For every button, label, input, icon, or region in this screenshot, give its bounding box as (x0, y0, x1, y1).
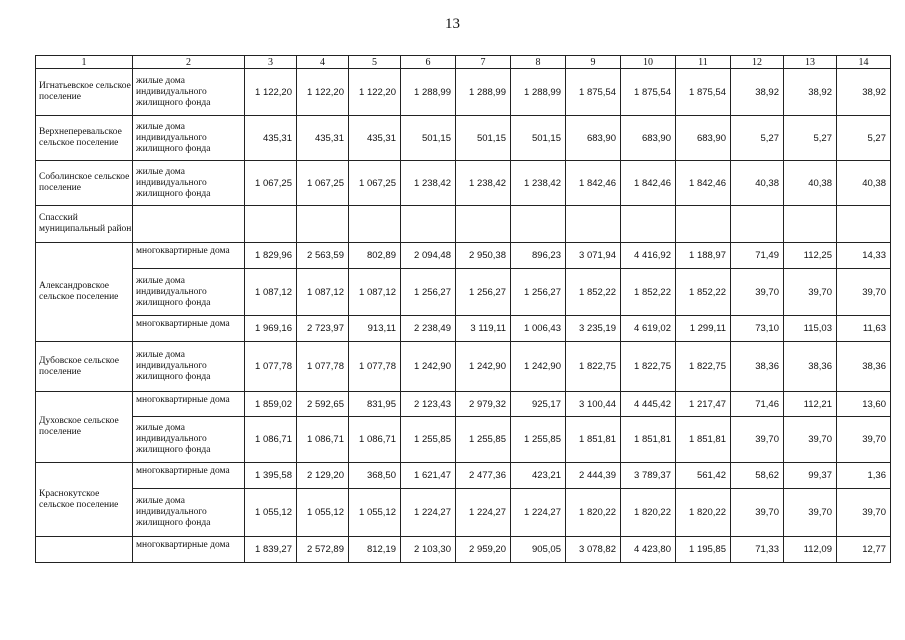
column-header: 1 (36, 56, 133, 69)
tariff-value: 2 959,20 (456, 537, 511, 563)
tariff-value: 71,46 (731, 392, 784, 417)
tariff-value: 1 055,12 (349, 489, 401, 537)
housing-type: многоквартирные дома (133, 392, 245, 417)
table-header-row (36, 56, 891, 69)
tariff-value: 1 875,54 (676, 69, 731, 116)
tariff-value: 38,92 (731, 69, 784, 116)
tariff-value: 1 087,12 (297, 269, 349, 316)
page-number: 13 (445, 16, 460, 32)
tariff-value: 4 416,92 (621, 243, 676, 269)
column-header: 12 (731, 56, 784, 69)
table-row (36, 269, 891, 316)
column-header: 8 (511, 56, 566, 69)
tariff-value: 1 087,12 (245, 269, 297, 316)
tariff-value: 39,70 (837, 269, 891, 316)
tariff-value: 1 851,81 (566, 417, 621, 463)
tariff-value (349, 206, 401, 243)
tariff-value: 3 078,82 (566, 537, 621, 563)
tariff-value: 112,09 (784, 537, 837, 563)
tariff-value: 71,33 (731, 537, 784, 563)
tariff-value: 925,17 (511, 392, 566, 417)
tariff-value: 1 842,46 (566, 161, 621, 206)
tariff-value: 913,11 (349, 316, 401, 342)
tariff-value: 1 238,42 (456, 161, 511, 206)
tariff-value: 2 123,43 (401, 392, 456, 417)
tariff-value: 683,90 (621, 116, 676, 161)
tariff-value: 4 423,80 (621, 537, 676, 563)
tariff-value: 12,77 (837, 537, 891, 563)
tariff-value: 1 299,11 (676, 316, 731, 342)
tariff-value: 1 820,22 (621, 489, 676, 537)
tariff-value: 1 820,22 (676, 489, 731, 537)
housing-type: жилые дома индивидуального жилищного фонда (133, 342, 245, 392)
tariff-value: 1 969,16 (245, 316, 297, 342)
table-row (36, 161, 891, 206)
tariff-value: 1 122,20 (297, 69, 349, 116)
tariff-value: 1 086,71 (245, 417, 297, 463)
tariff-value: 802,89 (349, 243, 401, 269)
tariff-value: 2 477,36 (456, 463, 511, 489)
tariff-value: 1 242,90 (456, 342, 511, 392)
tariff-value: 501,15 (401, 116, 456, 161)
column-header: 6 (401, 56, 456, 69)
tariff-value: 1 852,22 (676, 269, 731, 316)
tariff-value: 1 224,27 (511, 489, 566, 537)
tariff-value: 683,90 (676, 116, 731, 161)
tariff-value: 39,70 (837, 417, 891, 463)
tariff-value: 1 288,99 (511, 69, 566, 116)
tariff-value: 99,37 (784, 463, 837, 489)
housing-type: многоквартирные дома (133, 537, 245, 563)
tariff-value: 38,92 (784, 69, 837, 116)
tariff-value: 3 235,19 (566, 316, 621, 342)
tariff-value: 905,05 (511, 537, 566, 563)
tariff-value: 39,70 (784, 417, 837, 463)
tariff-value: 1 086,71 (349, 417, 401, 463)
tariff-value: 1,36 (837, 463, 891, 489)
tariff-value: 1 195,85 (676, 537, 731, 563)
tariff-value: 435,31 (297, 116, 349, 161)
settlement-name: Соболинское сельское поселение (36, 161, 133, 206)
tariff-value: 1 077,78 (245, 342, 297, 392)
tariff-value: 435,31 (349, 116, 401, 161)
tariff-value: 1 255,85 (456, 417, 511, 463)
tariff-value: 4 445,42 (621, 392, 676, 417)
settlement-name: Спасский муниципальный район (36, 206, 133, 243)
table-row (36, 463, 891, 489)
tariff-value: 896,23 (511, 243, 566, 269)
tariff-value: 1 822,75 (676, 342, 731, 392)
tariff-value: 11,63 (837, 316, 891, 342)
tariff-value: 812,19 (349, 537, 401, 563)
tariff-value: 3 119,11 (456, 316, 511, 342)
table-row (36, 392, 891, 417)
tariff-value: 2 950,38 (456, 243, 511, 269)
tariff-value: 1 839,27 (245, 537, 297, 563)
tariff-value: 1 621,47 (401, 463, 456, 489)
tariff-value: 58,62 (731, 463, 784, 489)
tariff-value: 1 288,99 (401, 69, 456, 116)
tariff-value (837, 206, 891, 243)
tariff-value: 1 055,12 (297, 489, 349, 537)
tariff-value: 39,70 (784, 489, 837, 537)
column-header: 3 (245, 56, 297, 69)
tariff-value: 1 217,47 (676, 392, 731, 417)
tariff-value: 831,95 (349, 392, 401, 417)
tariff-value (676, 206, 731, 243)
tariff-value: 39,70 (731, 489, 784, 537)
tariff-value: 1 822,75 (566, 342, 621, 392)
tariff-value: 2 444,39 (566, 463, 621, 489)
tariff-value: 38,36 (837, 342, 891, 392)
housing-type: многоквартирные дома (133, 463, 245, 489)
tariff-value: 1 288,99 (456, 69, 511, 116)
table-row (36, 316, 891, 342)
tariff-value: 423,21 (511, 463, 566, 489)
tariff-value: 1 875,54 (566, 69, 621, 116)
tariff-value: 1 067,25 (297, 161, 349, 206)
settlement-name: Игнатьевское сельское поселение (36, 69, 133, 116)
tariff-value: 1 242,90 (511, 342, 566, 392)
housing-type: жилые дома индивидуального жилищного фонда (133, 69, 245, 116)
tariff-value: 1 086,71 (297, 417, 349, 463)
table-row (36, 342, 891, 392)
settlement-name: Духовское сельское поселение (36, 392, 133, 463)
tariff-value: 1 256,27 (511, 269, 566, 316)
tariff-value: 1 852,22 (621, 269, 676, 316)
tariff-value: 1 067,25 (349, 161, 401, 206)
tariff-value: 1 188,97 (676, 243, 731, 269)
tariff-value: 1 820,22 (566, 489, 621, 537)
housing-type: жилые дома индивидуального жилищного фонда (133, 489, 245, 537)
tariff-value: 14,33 (837, 243, 891, 269)
tariff-value: 1 077,78 (297, 342, 349, 392)
tariff-value: 39,70 (837, 489, 891, 537)
tariff-value: 40,38 (731, 161, 784, 206)
tariff-value: 39,70 (784, 269, 837, 316)
tariff-value: 561,42 (676, 463, 731, 489)
housing-type: жилые дома индивидуального жилищного фонда (133, 269, 245, 316)
tariff-value: 1 256,27 (456, 269, 511, 316)
tariff-value: 2 094,48 (401, 243, 456, 269)
tariff-value: 3 789,37 (621, 463, 676, 489)
tariff-value: 1 395,58 (245, 463, 297, 489)
tariff-value (297, 206, 349, 243)
tariff-value: 38,36 (731, 342, 784, 392)
tariff-value: 4 619,02 (621, 316, 676, 342)
tariff-value: 501,15 (511, 116, 566, 161)
housing-type: жилые дома индивидуального жилищного фонда (133, 116, 245, 161)
tariff-value: 1 224,27 (456, 489, 511, 537)
tariff-value: 1 122,20 (245, 69, 297, 116)
tariff-value: 5,27 (784, 116, 837, 161)
tariff-value: 1 842,46 (676, 161, 731, 206)
tariff-value: 1 829,96 (245, 243, 297, 269)
table-row (36, 489, 891, 537)
column-header: 13 (784, 56, 837, 69)
tariff-value: 1 055,12 (245, 489, 297, 537)
settlement-name: Александровское сельское поселение (36, 243, 133, 342)
tariff-value (621, 206, 676, 243)
column-header: 10 (621, 56, 676, 69)
tariff-value: 1 851,81 (676, 417, 731, 463)
tariff-value (731, 206, 784, 243)
settlement-name: Дубовское сельское поселение (36, 342, 133, 392)
tariff-value: 435,31 (245, 116, 297, 161)
table-row (36, 417, 891, 463)
tariff-value: 1 122,20 (349, 69, 401, 116)
column-header: 14 (837, 56, 891, 69)
tariff-value: 1 006,43 (511, 316, 566, 342)
tariff-value: 1 852,22 (566, 269, 621, 316)
tariff-value: 2 979,32 (456, 392, 511, 417)
tariff-value: 39,70 (731, 269, 784, 316)
tariff-value: 368,50 (349, 463, 401, 489)
tariff-value (245, 206, 297, 243)
tariff-value: 1 255,85 (401, 417, 456, 463)
column-header: 11 (676, 56, 731, 69)
settlement-name: Верхнеперевальское сельское поселение (36, 116, 133, 161)
tariff-value: 1 859,02 (245, 392, 297, 417)
tariff-value: 1 087,12 (349, 269, 401, 316)
tariff-value: 1 822,75 (621, 342, 676, 392)
tariff-value: 1 242,90 (401, 342, 456, 392)
tariff-value: 112,25 (784, 243, 837, 269)
tariff-value: 1 238,42 (511, 161, 566, 206)
tariff-value (456, 206, 511, 243)
column-header: 5 (349, 56, 401, 69)
housing-type (133, 206, 245, 243)
tariff-value: 2 563,59 (297, 243, 349, 269)
tariff-value: 1 256,27 (401, 269, 456, 316)
tariff-value: 2 723,97 (297, 316, 349, 342)
housing-type: жилые дома индивидуального жилищного фонда (133, 161, 245, 206)
tariff-value: 1 077,78 (349, 342, 401, 392)
column-header: 4 (297, 56, 349, 69)
tariff-value: 683,90 (566, 116, 621, 161)
tariff-value: 3 100,44 (566, 392, 621, 417)
tariff-value: 2 238,49 (401, 316, 456, 342)
settlement-name (36, 537, 133, 563)
housing-type: многоквартирные дома (133, 243, 245, 269)
tariff-value: 38,92 (837, 69, 891, 116)
tariff-value: 40,38 (784, 161, 837, 206)
tariff-value: 3 071,94 (566, 243, 621, 269)
tariff-value: 73,10 (731, 316, 784, 342)
column-header: 2 (133, 56, 245, 69)
tariff-value: 13,60 (837, 392, 891, 417)
tariff-value: 2 103,30 (401, 537, 456, 563)
tariff-value: 2 129,20 (297, 463, 349, 489)
tariff-value (511, 206, 566, 243)
tariff-value: 115,03 (784, 316, 837, 342)
settlement-name: Краснокутское сельское поселение (36, 463, 133, 537)
tariff-value: 1 067,25 (245, 161, 297, 206)
table-row (36, 69, 891, 116)
housing-type: многоквартирные дома (133, 316, 245, 342)
tariff-value: 40,38 (837, 161, 891, 206)
tariff-value (401, 206, 456, 243)
tariff-value: 5,27 (837, 116, 891, 161)
table-row (36, 206, 891, 243)
tariff-value: 1 851,81 (621, 417, 676, 463)
column-header: 7 (456, 56, 511, 69)
tariff-value (784, 206, 837, 243)
tariff-value: 501,15 (456, 116, 511, 161)
tariff-value: 112,21 (784, 392, 837, 417)
tariff-value: 1 238,42 (401, 161, 456, 206)
table-row (36, 537, 891, 563)
tariff-value: 2 592,65 (297, 392, 349, 417)
tariff-value (566, 206, 621, 243)
tariff-value: 39,70 (731, 417, 784, 463)
tariff-value: 1 255,85 (511, 417, 566, 463)
tariff-value: 38,36 (784, 342, 837, 392)
tariff-value: 1 875,54 (621, 69, 676, 116)
tariff-value: 2 572,89 (297, 537, 349, 563)
tariff-value: 71,49 (731, 243, 784, 269)
tariff-value: 1 842,46 (621, 161, 676, 206)
column-header: 9 (566, 56, 621, 69)
tariff-table (35, 55, 891, 563)
tariff-value: 5,27 (731, 116, 784, 161)
table-row (36, 116, 891, 161)
tariff-value: 1 224,27 (401, 489, 456, 537)
table-row (36, 243, 891, 269)
housing-type: жилые дома индивидуального жилищного фонда (133, 417, 245, 463)
